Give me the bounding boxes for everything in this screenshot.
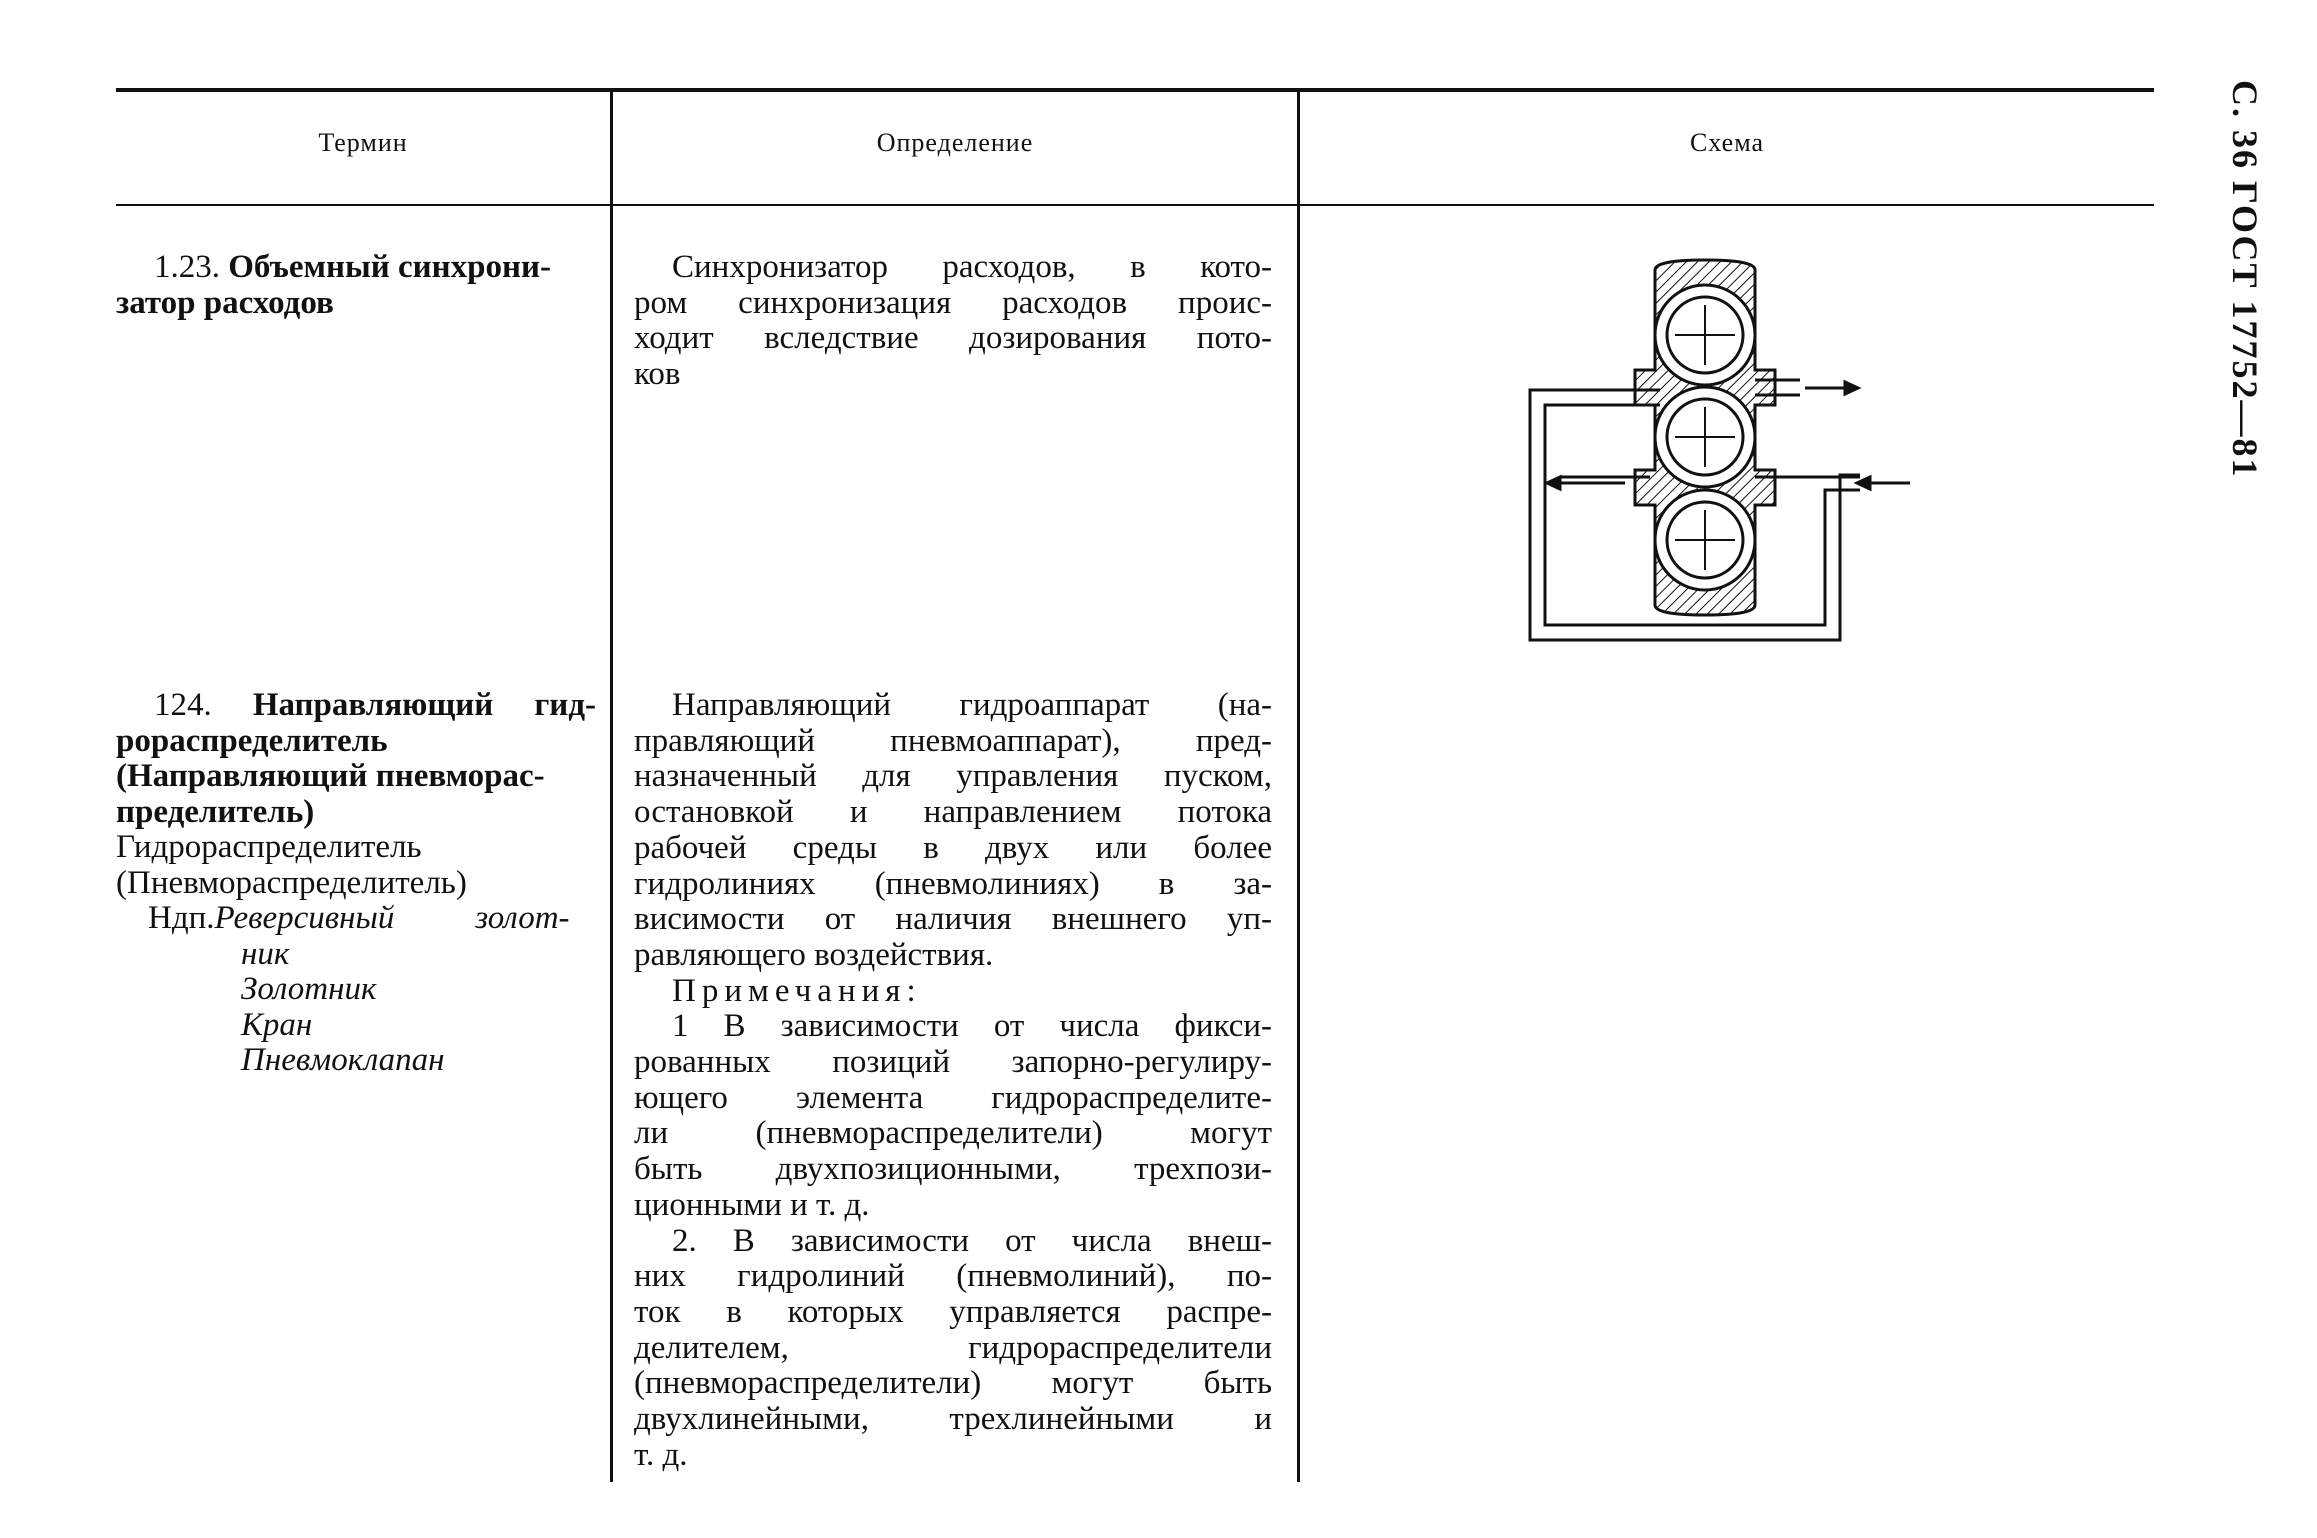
definition-1-23 xyxy=(634,250,1272,393)
term-124-line2 xyxy=(116,724,596,760)
synonym-2: (Пневмораспределитель) xyxy=(116,864,467,901)
note-2-line: 2. В зависимости от числа внеш- xyxy=(672,1222,1272,1259)
ndp-term: Пневмоклапан xyxy=(241,1042,445,1078)
term-number: 1.23. xyxy=(154,249,220,285)
note-2-line: ток в которых управляется распре- xyxy=(634,1293,1272,1330)
term-124-line3 xyxy=(116,759,596,795)
notes-title: Примечания: xyxy=(672,972,922,1009)
running-header-text: С. 36 ГОСТ 17752—81 xyxy=(2225,80,2265,479)
ndp-term: ник xyxy=(241,935,290,972)
term-124-line1 xyxy=(116,688,596,724)
definition-line: Синхронизатор расходов, в кото- xyxy=(672,249,1272,285)
ndp-line xyxy=(116,901,596,937)
term-title-cont: пределитель) xyxy=(116,793,315,830)
definition-line: ром синхронизация расходов проис- xyxy=(634,284,1272,321)
column-divider-1 xyxy=(610,92,613,1482)
table-top-rule xyxy=(116,88,2154,92)
term-number: 124. xyxy=(154,687,212,723)
definition-line: назначенный для управления пуском, xyxy=(634,758,1272,795)
column-divider-2 xyxy=(1297,92,1300,1482)
ndp-term: Кран xyxy=(241,1006,313,1043)
ndp-term: Золотник xyxy=(241,971,377,1007)
term-title: Направляющий гид- xyxy=(252,687,597,723)
ndp-term: Реверсивный золот- xyxy=(214,900,570,936)
note-1-line: рованных позиций запорно-регулиру- xyxy=(634,1044,1272,1081)
note-1-line: ли (пневмораспределители) могут xyxy=(634,1115,1272,1152)
note-1-line: ционными и т. д. xyxy=(634,1186,870,1223)
note-1-line: 1 В зависимости от числа фикси- xyxy=(672,1008,1272,1045)
note-1-line: быть двухпозиционными, трехпози- xyxy=(634,1151,1272,1188)
note-2-line: делителем, гидрораспределители xyxy=(634,1329,1272,1366)
definition-line: ков xyxy=(634,356,681,393)
term-1-23-line2 xyxy=(116,286,596,322)
term-1-23 xyxy=(116,250,596,321)
definition-line: остановкой и направлением потока xyxy=(634,794,1272,831)
header-scheme: Схема xyxy=(1689,128,1765,157)
definition-line: правляющий пневмоаппарат), пред- xyxy=(634,722,1272,759)
term-title-cont: затор расходов xyxy=(116,284,334,321)
term-title: Объемный синхрони- xyxy=(228,249,552,285)
term-title-cont: рораспределитель xyxy=(116,722,388,759)
running-header xyxy=(2225,80,2272,520)
header-bottom-rule xyxy=(116,204,2154,206)
definition-124 xyxy=(634,688,1272,1473)
definition-line: равляющего воздействия. xyxy=(634,936,994,973)
definition-line: ходит вследствие дозирования пото- xyxy=(634,320,1272,357)
note-2-line: (пневмораспределители) могут быть xyxy=(634,1365,1272,1402)
note-2-line: т. д. xyxy=(634,1436,688,1473)
definition-line: рабочей среды в двух или более xyxy=(634,829,1272,866)
definition-line: гидролиниях (пневмолиниях) в за- xyxy=(634,865,1272,902)
header-definition: Определение xyxy=(876,128,1034,157)
definition-line: висимости от наличия внешнего уп- xyxy=(634,901,1272,938)
note-2-line: них гидролиний (пневмолиний), по- xyxy=(634,1258,1272,1295)
synonym-1: Гидрораспределитель xyxy=(116,829,422,865)
note-2-line: двухлинейными, трехлинейными и xyxy=(634,1401,1272,1438)
flow-synchronizer-diagram xyxy=(1500,255,1940,655)
definition-line: Направляющий гидроаппарат (на- xyxy=(672,687,1272,723)
term-124 xyxy=(116,688,596,1079)
note-1-line: ющего элемента гидрораспределите- xyxy=(634,1079,1272,1116)
term-title-cont: (Направляющий пневморас- xyxy=(116,758,545,794)
term-124-line4 xyxy=(116,795,596,831)
ndp-label: Ндп. xyxy=(148,900,215,936)
header-term: Термин xyxy=(318,128,408,157)
term-1-23-line1 xyxy=(116,250,596,286)
